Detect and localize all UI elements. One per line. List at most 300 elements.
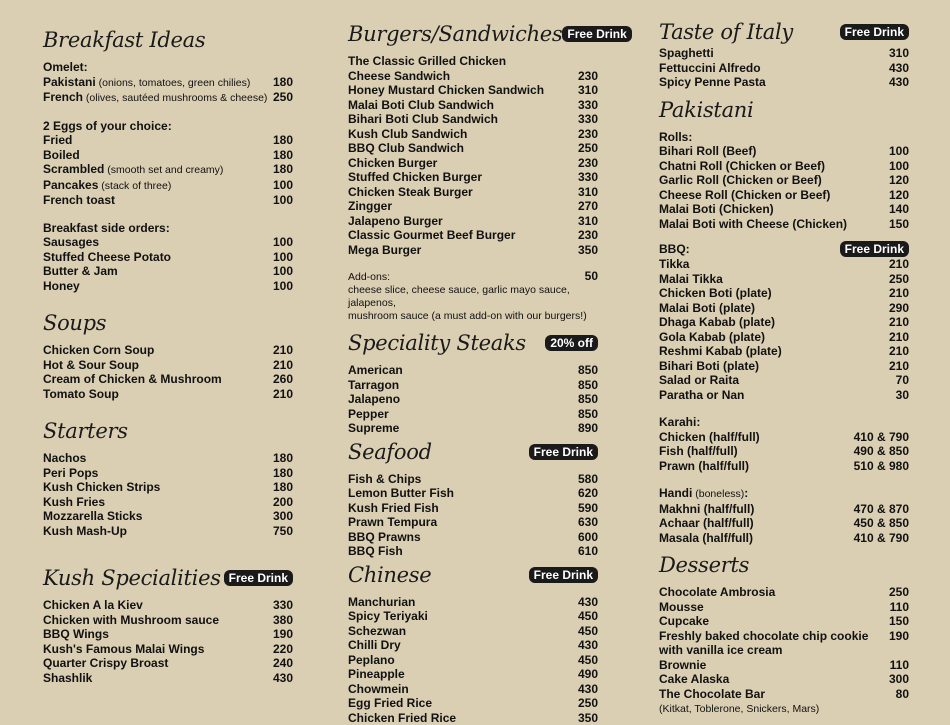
- menu-item-price: 70: [896, 373, 909, 388]
- bbq-label-row: [659, 241, 909, 257]
- menu-item-name: [659, 658, 706, 673]
- menu-item: [659, 202, 909, 217]
- bbq-list: [659, 257, 909, 402]
- menu-item-name-text: Tomato Soup: [43, 387, 119, 401]
- menu-item: [348, 170, 598, 185]
- menu-item-name-text: Manchurian: [348, 595, 415, 609]
- menu-item: [659, 301, 909, 316]
- menu-item-price: 590: [578, 501, 598, 516]
- menu-item-note: (smooth set and creamy): [104, 164, 223, 176]
- menu-item-price: 100: [889, 159, 909, 174]
- menu-item-name: [43, 642, 204, 657]
- menu-item-name-text: Tarragon: [348, 378, 399, 392]
- menu-item: [348, 609, 598, 624]
- menu-item: [659, 257, 909, 272]
- menu-item-name: [659, 459, 749, 474]
- menu-item: [43, 90, 293, 106]
- menu-item-name-text: Chicken A la Kiev: [43, 598, 143, 612]
- menu-item-price: 850: [578, 378, 598, 393]
- menu-item-price: 250: [889, 272, 909, 287]
- menu-item: [659, 159, 909, 174]
- menu-item-name-text: Chicken Corn Soup: [43, 343, 154, 357]
- menu-item: [659, 61, 909, 76]
- menu-item: [43, 466, 293, 481]
- menu-item: [43, 656, 293, 671]
- menu-item-name-text: Chicken (half/full): [659, 430, 760, 444]
- menu-item-name: [659, 531, 753, 546]
- menu-item: [43, 264, 293, 279]
- desserts-heading: [659, 551, 909, 579]
- handi-label: [659, 486, 909, 502]
- italy-heading: [659, 18, 909, 46]
- menu-item: [659, 188, 909, 203]
- menu-item-name-text: Chicken Fried Rice: [348, 711, 456, 725]
- menu-item: [659, 516, 909, 531]
- burgers-heading: [348, 20, 598, 48]
- menu-item-name-text: Pancakes: [43, 178, 98, 192]
- menu-item-name: [348, 156, 437, 171]
- menu-item-name-text: Brownie: [659, 658, 706, 672]
- menu-item-price: 240: [273, 656, 293, 671]
- menu-item-price: 610: [578, 544, 598, 559]
- handi-list: [659, 502, 909, 546]
- menu-item-price: 310: [578, 214, 598, 229]
- menu-item-name: [348, 624, 406, 639]
- menu-item-price: 890: [578, 421, 598, 436]
- menu-item-name: [348, 378, 399, 393]
- menu-item-name: [348, 141, 464, 156]
- menu-item-price: 250: [273, 90, 293, 105]
- seafood-list: [348, 472, 598, 559]
- menu-item-name-text: Pineapple: [348, 667, 405, 681]
- menu-item-name: [348, 530, 421, 545]
- menu-column-2: [348, 20, 598, 725]
- menu-item-name: [659, 272, 723, 287]
- menu-item-name-text: Peplano: [348, 653, 395, 667]
- menu-item-name: [348, 127, 467, 142]
- menu-item: [43, 193, 293, 208]
- menu-item-price: 850: [578, 363, 598, 378]
- menu-item-price: 150: [889, 614, 909, 629]
- menu-item-name-text: Fish & Chips: [348, 472, 421, 486]
- menu-item-name-text: Fried: [43, 133, 72, 147]
- menu-item: [43, 495, 293, 510]
- menu-item-name-text: Makhni (half/full): [659, 502, 754, 516]
- menu-item-price: 470 & 870: [854, 502, 909, 517]
- menu-item-name: [43, 627, 109, 642]
- menu-item-name: [43, 264, 118, 279]
- menu-item-name: [348, 711, 456, 725]
- menu-item-price: 630: [578, 515, 598, 530]
- menu-item-price: 180: [273, 133, 293, 148]
- eggs-list: [43, 133, 293, 208]
- menu-item-name-text: Dhaga Kabab (plate): [659, 315, 775, 329]
- karahi-list: [659, 430, 909, 474]
- steaks-heading: [348, 329, 598, 357]
- menu-item-price: 180: [273, 451, 293, 466]
- sides-list: [43, 235, 293, 293]
- menu-item: [348, 214, 598, 229]
- menu-item-name: [659, 61, 761, 76]
- menu-item: [348, 228, 598, 243]
- menu-item-name-text: Honey Mustard Chicken Sandwich: [348, 83, 544, 97]
- menu-item-price: 450: [578, 609, 598, 624]
- menu-item-name-text: Tikka: [659, 257, 689, 271]
- menu-item-name: [43, 372, 222, 387]
- menu-item-price: 140: [889, 202, 909, 217]
- menu-item-price: 450: [578, 624, 598, 639]
- menu-item-price: 190: [889, 629, 909, 644]
- menu-item-name: [659, 301, 755, 316]
- menu-item: [348, 544, 598, 559]
- menu-item: [348, 98, 598, 113]
- menu-item-name: [348, 243, 421, 258]
- menu-item-name-text: Hot & Sour Soup: [43, 358, 139, 372]
- menu-item-price: 210: [889, 286, 909, 301]
- menu-item: [659, 502, 909, 517]
- menu-item: [659, 272, 909, 287]
- italy-list: [659, 46, 909, 90]
- menu-item-price: 450 & 850: [854, 516, 909, 531]
- menu-item-name: [659, 585, 775, 600]
- menu-item-name-text: Nachos: [43, 451, 86, 465]
- menu-item-name-text: Egg Fried Rice: [348, 696, 432, 710]
- menu-item-price: 350: [578, 243, 598, 258]
- menu-item-name: [659, 46, 714, 61]
- menu-item-name: [43, 358, 139, 373]
- menu-item-name: [659, 672, 729, 687]
- menu-item-price: 250: [578, 141, 598, 156]
- menu-item-price: 300: [273, 509, 293, 524]
- menu-item-name: [659, 502, 754, 517]
- menu-item-name-text: Spicy Penne Pasta: [659, 75, 766, 89]
- free-drink-badge: Free Drink: [529, 567, 598, 583]
- burgers-list: [348, 54, 598, 257]
- menu-item-price: 490 & 850: [854, 444, 909, 459]
- menu-item: [348, 653, 598, 668]
- menu-item-name-text: Supreme: [348, 421, 399, 435]
- menu-item: [43, 178, 293, 194]
- menu-item: [348, 141, 598, 156]
- menu-item: [659, 643, 909, 658]
- menu-item-name-text: Salad or Raita: [659, 373, 739, 387]
- menu-item: [659, 359, 909, 374]
- menu-item-name-text: Fettuccini Alfredo: [659, 61, 761, 75]
- menu-item-name: [659, 75, 766, 90]
- menu-item-name: [659, 643, 782, 658]
- menu-item-price: 430: [578, 682, 598, 697]
- menu-item-price: 210: [889, 330, 909, 345]
- menu-item: [659, 315, 909, 330]
- menu-item: [348, 595, 598, 610]
- menu-item: [659, 75, 909, 90]
- menu-item-name-text: Chowmein: [348, 682, 409, 696]
- menu-item-name: [659, 629, 868, 644]
- menu-item-price: 210: [273, 358, 293, 373]
- addons-row: [348, 269, 598, 284]
- free-drink-badge: Free Drink: [840, 241, 909, 257]
- menu-item-name: [43, 671, 92, 686]
- menu-item-name-text: Jalapeno: [348, 392, 400, 406]
- menu-item-name: [659, 330, 765, 345]
- menu-item: [348, 243, 598, 258]
- menu-item-name-text: with vanilla ice cream: [659, 643, 782, 657]
- menu-item-price: 330: [578, 98, 598, 113]
- menu-item-name-text: Reshmi Kabab (plate): [659, 344, 782, 358]
- chinese-list: [348, 595, 598, 725]
- menu-item: [659, 46, 909, 61]
- free-drink-badge: Free Drink: [529, 444, 598, 460]
- menu-item-name: [43, 178, 171, 194]
- specialities-list: [43, 598, 293, 685]
- menu-item: [659, 373, 909, 388]
- menu-item-name-text: Kush Mash-Up: [43, 524, 127, 538]
- addons-desc: cheese slice, cheese sauce, garlic mayo sauce, jalapenos,: [348, 284, 598, 310]
- handi-label-text: Handi: [659, 486, 692, 500]
- menu-item-name-text: BBQ Fish: [348, 544, 403, 558]
- menu-item-name-text: Mousse: [659, 600, 704, 614]
- menu-item-name: [348, 515, 437, 530]
- menu-item-name: [659, 173, 822, 188]
- menu-item-name: [348, 472, 421, 487]
- menu-item-name-text: Chilli Dry: [348, 638, 401, 652]
- menu-item-name: [348, 682, 409, 697]
- menu-item-name: [43, 451, 86, 466]
- menu-item-name-text: Scrambled: [43, 162, 104, 176]
- omelet-label: Omelet:: [43, 60, 293, 75]
- menu-item-name: [348, 112, 498, 127]
- menu-item-name-text: Garlic Roll (Chicken or Beef): [659, 173, 822, 187]
- menu-item-price: 230: [578, 228, 598, 243]
- menu-item-price: 430: [889, 61, 909, 76]
- menu-item-price: 850: [578, 407, 598, 422]
- menu-item: [348, 667, 598, 682]
- menu-item: [659, 629, 909, 644]
- menu-item-price: 210: [889, 359, 909, 374]
- menu-item-name-text: Schezwan: [348, 624, 406, 638]
- menu-item-price: 200: [273, 495, 293, 510]
- menu-item-price: 150: [889, 217, 909, 232]
- menu-item-name: [43, 598, 143, 613]
- menu-item-name-text: Sausages: [43, 235, 99, 249]
- menu-item-name: [659, 315, 775, 330]
- menu-item: [348, 392, 598, 407]
- menu-item-price: 220: [273, 642, 293, 657]
- free-drink-badge: Free Drink: [840, 24, 909, 40]
- menu-item: [43, 148, 293, 163]
- menu-item: [43, 279, 293, 294]
- menu-item: [348, 515, 598, 530]
- menu-item-name-text: Jalapeno Burger: [348, 214, 443, 228]
- menu-item: [659, 286, 909, 301]
- menu-item: [43, 133, 293, 148]
- menu-item-name-text: Chicken with Mushroom sauce: [43, 613, 219, 627]
- menu-item-name: [43, 193, 115, 208]
- menu-item: [43, 627, 293, 642]
- menu-item-price: 330: [578, 112, 598, 127]
- menu-item-price: 210: [273, 343, 293, 358]
- menu-item-name-text: Achaar (half/full): [659, 516, 754, 530]
- breakfast-heading: [43, 26, 293, 54]
- menu-item-price: 80: [896, 687, 909, 702]
- addons-price: 50: [585, 269, 598, 284]
- menu-item-name: [659, 286, 772, 301]
- menu-item: [43, 642, 293, 657]
- menu-item: [43, 524, 293, 539]
- sides-label: Breakfast side orders:: [43, 221, 293, 236]
- menu-item-price: 180: [273, 162, 293, 177]
- menu-item-name: [43, 509, 142, 524]
- menu-item: [348, 127, 598, 142]
- menu-item: [43, 162, 293, 178]
- menu-item-note: (olives, sautéed mushrooms & cheese): [83, 92, 267, 104]
- starters-heading: [43, 417, 293, 445]
- menu-item-name: [348, 185, 473, 200]
- menu-item-name: [43, 279, 80, 294]
- menu-item-price: 180: [273, 148, 293, 163]
- menu-item-name: [659, 430, 760, 445]
- menu-item: [348, 156, 598, 171]
- menu-item: [659, 217, 909, 232]
- menu-item-price: 450: [578, 653, 598, 668]
- menu-item-name: [659, 359, 759, 374]
- menu-item-name: [43, 250, 171, 265]
- menu-item: [348, 696, 598, 711]
- menu-item-name-text: Masala (half/full): [659, 531, 753, 545]
- menu-item-price: 110: [890, 658, 909, 673]
- menu-item-price: 100: [889, 144, 909, 159]
- menu-item-name-text: Shashlik: [43, 671, 92, 685]
- menu-item-name: [348, 667, 405, 682]
- soups-list: [43, 343, 293, 401]
- menu-item-name: [348, 696, 432, 711]
- menu-item-name: [659, 344, 782, 359]
- menu-item-name-text: The Chocolate Bar: [659, 687, 765, 701]
- rolls-label: Rolls:: [659, 130, 909, 145]
- menu-item: [659, 173, 909, 188]
- menu-item-price: 350: [578, 711, 598, 725]
- menu-item-price: 100: [273, 279, 293, 294]
- menu-item-name: [348, 214, 443, 229]
- menu-item-price: 270: [578, 199, 598, 214]
- addons-desc: mushroom sauce (a must add-on with our burgers!): [348, 310, 598, 323]
- menu-item: [659, 585, 909, 600]
- menu-item-name-text: Bihari Boti Club Sandwich: [348, 112, 498, 126]
- seafood-heading: [348, 438, 598, 466]
- menu-item: [348, 54, 598, 69]
- menu-item: [348, 378, 598, 393]
- menu-item-price: 410 & 790: [854, 531, 909, 546]
- menu-item-name: [348, 170, 482, 185]
- section-title: Kush Specialities: [43, 564, 221, 592]
- menu-item-name-text: Cupcake: [659, 614, 709, 628]
- menu-item: [659, 658, 909, 673]
- menu-item-name: [43, 235, 99, 250]
- chinese-heading: [348, 561, 598, 589]
- menu-item-name: [659, 217, 847, 232]
- menu-item-name: [348, 407, 389, 422]
- menu-item-price: 180: [273, 480, 293, 495]
- menu-item-name-text: Cheese Sandwich: [348, 69, 450, 83]
- menu-item-price: 120: [889, 188, 909, 203]
- menu-item-name-text: Quarter Crispy Broast: [43, 656, 168, 670]
- menu-item-name-text: Pakistani: [43, 75, 96, 89]
- menu-item-price: 180: [273, 466, 293, 481]
- menu-item: [659, 330, 909, 345]
- section-title: Desserts: [659, 551, 749, 579]
- menu-item: [43, 372, 293, 387]
- menu-item-name-text: Cake Alaska: [659, 672, 729, 686]
- starters-list: [43, 451, 293, 538]
- menu-item-name-text: Stuffed Chicken Burger: [348, 170, 482, 184]
- menu-item: [659, 144, 909, 159]
- menu-item-price: 100: [273, 235, 293, 250]
- section-title: Soups: [43, 309, 106, 337]
- menu-item-name: [43, 75, 250, 91]
- menu-item-price: 30: [896, 388, 909, 403]
- menu-item-price: 490: [578, 667, 598, 682]
- menu-item-name-text: Chocolate Ambrosia: [659, 585, 775, 599]
- menu-item-name: [43, 656, 168, 671]
- menu-item-price: 190: [273, 627, 293, 642]
- menu-item: [43, 480, 293, 495]
- menu-item-name: [43, 480, 160, 495]
- menu-item-price: 580: [578, 472, 598, 487]
- menu-item-name: [348, 544, 403, 559]
- section-title: Starters: [43, 417, 128, 445]
- handi-note: (boneless): [692, 488, 744, 500]
- omelet-list: [43, 75, 293, 106]
- menu-item: [43, 598, 293, 613]
- menu-item-name-text: Classic Gourmet Beef Burger: [348, 228, 515, 242]
- menu-item: [659, 687, 909, 702]
- menu-item-price: 210: [889, 344, 909, 359]
- menu-item-price: 430: [273, 671, 293, 686]
- menu-item: [348, 472, 598, 487]
- menu-item: [43, 451, 293, 466]
- menu-column-1: [43, 22, 293, 685]
- chocolate-bar-note: (Kitkat, Toblerone, Snickers, Mars): [659, 703, 909, 716]
- menu-item: [659, 388, 909, 403]
- menu-item-name-text: The Classic Grilled Chicken: [348, 54, 506, 68]
- menu-item-name: [659, 388, 744, 403]
- menu-item-name: [43, 133, 72, 148]
- menu-item-price: 510 & 980: [854, 459, 909, 474]
- menu-item-name-text: American: [348, 363, 403, 377]
- menu-item-name: [659, 687, 765, 702]
- menu-item-name: [348, 609, 428, 624]
- menu-item-name-text: Cheese Roll (Chicken or Beef): [659, 188, 830, 202]
- menu-item-name: [43, 343, 154, 358]
- section-title: Chinese: [348, 561, 431, 589]
- desserts-list: [659, 585, 909, 701]
- menu-item-name-text: Chatni Roll (Chicken or Beef): [659, 159, 825, 173]
- section-title: Pakistani: [659, 96, 753, 124]
- free-drink-badge: Free Drink: [562, 26, 631, 42]
- menu-item-name: [348, 98, 494, 113]
- menu-item-name-text: Stuffed Cheese Potato: [43, 250, 171, 264]
- menu-item-name: [659, 444, 738, 459]
- menu-item-name-text: Pepper: [348, 407, 389, 421]
- menu-item-name-text: Kush Fried Fish: [348, 501, 439, 515]
- menu-item: [348, 682, 598, 697]
- menu-item-name-text: Kush Chicken Strips: [43, 480, 160, 494]
- menu-item: [348, 624, 598, 639]
- menu-item-price: 600: [578, 530, 598, 545]
- steaks-list: [348, 363, 598, 436]
- menu-item-name: [43, 90, 267, 106]
- menu-item: [43, 235, 293, 250]
